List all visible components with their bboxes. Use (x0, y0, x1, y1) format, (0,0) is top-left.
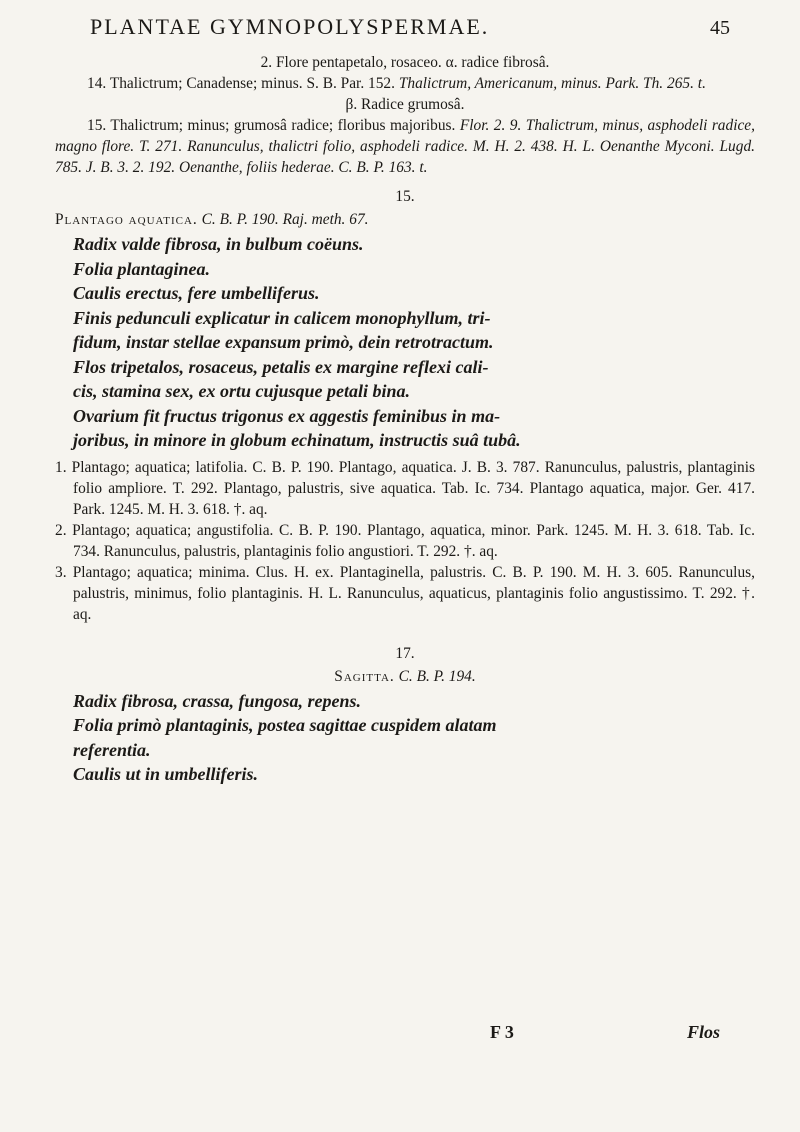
entry-14 (55, 73, 755, 94)
entry-15-number: 15. (87, 117, 107, 134)
entry-14-text: Thalictrum; Canadense; minus. S. B. Par. 152. (109, 75, 395, 92)
running-title: PLANTAE GYMNOPOLYSPERMAE. (90, 14, 490, 39)
description-line: referentia. (73, 739, 151, 760)
genus-description (55, 689, 755, 787)
entry-15-text: Thalictrum; minus; grumosâ radice; floribus majoribus. (110, 117, 456, 134)
running-header (90, 14, 730, 40)
genus-heading (55, 666, 755, 687)
description-line: Caulis erectus, fere umbelliferus. (73, 283, 320, 303)
description-line: joribus, in minore in globum echinatum, instructis suâ tubâ. (73, 430, 521, 450)
entry-15 (55, 115, 755, 178)
description-line: Folia primò plantaginis, postea sagittae cuspidem alatam (73, 715, 497, 735)
description-line: Ovarium fit fructus trigonus ex aggestis feminibus in ma- (73, 405, 501, 426)
description-line: Finis pedunculi explicatur in calicem monophyllum, tri- (73, 307, 491, 328)
genus-description (55, 232, 755, 453)
description-line: Radix fibrosa, crassa, fungosa, repens. (73, 690, 362, 711)
description-line: Caulis ut in umbelliferis. (73, 764, 259, 784)
genus-name: Sagitta. (334, 667, 395, 685)
description-line: Radix valde fibrosa, in bulbum coëuns. (73, 234, 364, 254)
signature-mark: F 3 (490, 1022, 514, 1042)
entry-14-beta: β. Radice grumosâ. (345, 96, 465, 113)
species-entry: 3. Plantago; aquatica; minima. Clus. H. ex. Plantaginella, palustris. C. B. P. 190. M. H. 3. 605. Ranunculus, palustris, minimus, folio plantaginis. H. L. Ranunculus, aquaticus, plantaginis folio angustissimo. T. 292. †. aq. (55, 563, 755, 623)
page-body (55, 52, 755, 791)
description-line: Folia plantaginea. (73, 258, 211, 279)
genus-heading (55, 209, 755, 230)
species-entry: 2. Plantago; aquatica; angustifolia. C. B. P. 190. Plantago, aquatica, minor. Park. 1245. M. H. 3. 618. Tab. Ic. 734. Ranunculus, palustris, plantaginis folio angustiori. T. 292. †. aq. (55, 521, 755, 560)
section-number: 17. (395, 644, 415, 662)
section-number: 15. (395, 188, 415, 205)
genus-refs: C. B. P. 194. (398, 667, 476, 685)
entry-14-ref: Thalictrum, Americanum, minus. Park. Th. 265. t. (398, 75, 706, 92)
description-line: fidum, instar stellae expansum primò, dein retrotractum. (73, 332, 494, 352)
description-line: cis, stamina sex, ex ortu cujusque petali bina. (73, 381, 411, 401)
catchword: Flos (686, 1022, 720, 1042)
entry-15-refs: Flor. 2. 9. Thalictrum, minus, asphodeli radice, magno flore. T. 271. Ranunculus, thalictri folio, asphodeli radice. M. H. 2. 438. H. L. Oenanthe Myconi. Lugd. 785. J. B. 3. 2. 192. Oenanthe, foliis hederae. C. B. P. 163. t. (55, 117, 755, 176)
variety-2-line: 2. Flore pentapetalo, rosaceo. α. radice fibrosâ. (260, 54, 550, 71)
description-line: Flos tripetalos, rosaceus, petalis ex margine reflexi cali- (73, 356, 489, 377)
genus-name: Plantago aquatica. (55, 211, 198, 228)
entry-14-number: 14. (87, 75, 107, 92)
page-footer (60, 1022, 720, 1043)
genus-refs: C. B. P. 190. Raj. meth. 67. (201, 211, 369, 228)
species-entry: 1. Plantago; aquatica; latifolia. C. B. P. 190. Plantago, aquatica. J. B. 3. 787. Ranunculus, palustris, plantaginis folio ampliore. T. 292. Plantago, palustris, sive aquatica. Tab. Ic. 734. Plantago aquatica, major. Ger. 417. Park. 1245. M. H. 3. 618. †. aq. (55, 458, 755, 518)
page-number: 45 (710, 17, 730, 39)
